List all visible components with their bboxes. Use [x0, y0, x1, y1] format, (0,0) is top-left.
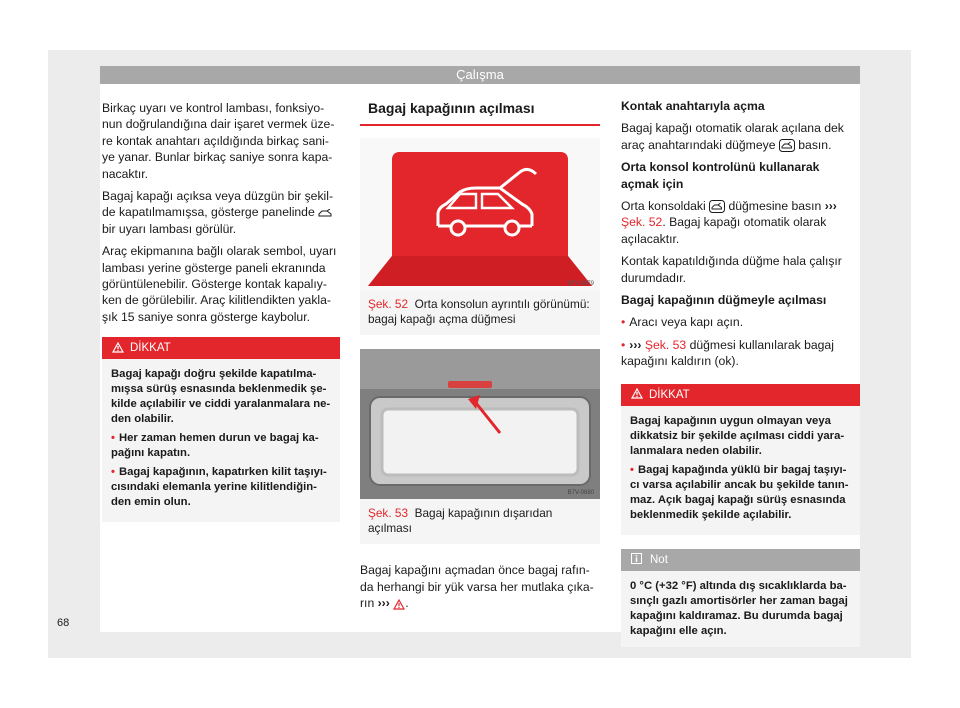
warning-body — [621, 406, 860, 535]
figure-53 — [360, 349, 600, 544]
paragraph-ignition-off: Kontak kapatıldığında düğme hala çalışır durumdadır. — [621, 254, 842, 285]
info-icon — [631, 553, 642, 564]
warning-bullet: • Bagaj kapağında yüklü bir bagaj taşıyı-cı varsa açılabilir ancak bu şekilde tanın-maz. Açık bagaj kapağı sürüş esnasında beklenmedik şekilde açılabilir. — [630, 463, 849, 521]
car-trunk-open-icon — [318, 209, 332, 218]
section-header: Çalışma — [100, 66, 860, 84]
column-middle — [360, 98, 600, 618]
reference-arrow[interactable]: ››› — [824, 199, 837, 214]
note-header: Not — [621, 549, 860, 571]
figure-caption: Şek. 53 Bagaj kapağının dışarıdan açılması — [368, 506, 553, 536]
warning-triangle-icon[interactable] — [393, 599, 405, 610]
warning-triangle-icon — [631, 388, 643, 399]
list-item: • Aracı veya kapı açın. — [621, 315, 744, 330]
figure-code: B7V-0679 — [567, 281, 594, 288]
heading-key-opening: Kontak anahtarıyla açma — [621, 99, 765, 113]
note-box — [621, 549, 860, 647]
column-right — [621, 98, 860, 647]
reference-arrow[interactable]: ››› — [377, 596, 390, 611]
warning-box-left — [102, 337, 340, 522]
section-title: Bagaj kapağının açılması — [360, 98, 600, 126]
figure-52 — [360, 138, 600, 335]
paragraph-trunk-open-lamp: Bagaj kapağı açıksa veya düzgün bir şekil-de kapatılmamışsa, gösterge panelinde bir uyarı lambası görülür. — [102, 189, 334, 236]
warning-bullet: • Her zaman hemen durun ve bagaj ka-pağını kapatın. — [111, 432, 319, 460]
heading-button-opening: Bagaj kapağının düğmeyle açılması — [621, 293, 827, 308]
figure-label: Şek. 52 — [368, 297, 409, 312]
trunk-exterior-image — [360, 349, 600, 499]
figure-reference[interactable]: Şek. 52 — [621, 215, 663, 230]
warning-bullet: • Bagaj kapağının, kapatırken kilit taşıyı-cısındaki elemanla yerine kilitlendiğin-den emin olun. — [111, 466, 327, 509]
warning-body — [102, 359, 340, 522]
paragraph-luggage-shelf: Bagaj kapağını açmadan önce bagaj rafın-da herhangi bir yük varsa her mutlaka çıka-rın ››› . — [360, 563, 594, 611]
figure-caption: Şek. 52 Orta konsolun ayrıntılı görünümü: bagaj kapağı açma düğmesi — [368, 297, 590, 327]
car-trunk-open-icon — [709, 200, 725, 213]
car-trunk-open-icon — [779, 139, 795, 152]
note-body: 0 °C (+32 °F) altında dış sıcaklıklarda ba-sınçlı gazlı amortisörler her zaman bagaj kapağını kaldıramaz. Bu durumda bagaj kapağını elle açın. — [630, 579, 848, 637]
warning-intro: Bagaj kapağı doğru şekilde kapatılma-mışsa sürüş esnasında beklenmedik şe-kilde açılabilir ve ciddi yaralanmalara ne-den olabilir. — [111, 368, 331, 426]
page-number: 68 — [57, 617, 70, 629]
reference-arrow[interactable]: ››› — [629, 337, 642, 352]
paragraph-console-opening: Orta konsoldaki düğmesine basın ››› Şek. 52. Bagaj kapağı otomatik olarak açılacaktır. — [621, 199, 837, 246]
list-item: • ››› Şek. 53 düğmesi kullanılarak bagaj kapağını kaldırın (ok). — [621, 337, 834, 369]
figure-label: Şek. 53 — [368, 506, 409, 521]
column-left — [102, 100, 340, 522]
figure-reference[interactable]: Şek. 53 — [644, 337, 687, 352]
figure-code: B7V-0680 — [567, 490, 594, 497]
warning-intro: Bagaj kapağının uygun olmayan veya dikkatsiz bir şekilde açılması ciddi yara-lanmalara neden olabilir. — [630, 414, 845, 457]
warning-header: DİKKAT — [102, 337, 340, 359]
warning-header: DİKKAT — [621, 384, 860, 406]
trunk-button-image — [360, 138, 600, 290]
paragraph-key-opening: Bagaj kapağı otomatik olarak açılana dek araç anahtarındaki düğmeye basın. — [621, 121, 844, 152]
heading-console-opening: Orta konsol kontrolünü kullanarak açmak için — [621, 160, 820, 191]
paragraph-warning-lamps: Birkaç uyarı ve kontrol lambası, fonksiyo-nun doğrulandığına dair işaret vermek üze-re kontak anahtarı açıldığında birkaç sani-ye yanar. Bunlar birkaç saniye sonra kapa-nacaktır. — [102, 101, 335, 181]
warning-triangle-icon — [112, 342, 124, 353]
warning-box-right — [621, 384, 860, 535]
paragraph-display-symbol: Araç ekipmanına bağlı olarak sembol, uyarı lambası yerine gösterge paneli ekranında görüntülenebilir. Gösterge kontak kapalıy-ken de görülebilir. Araç kilitlendikten yakla-şık 15 saniye sonra gösterge kaybolur. — [102, 244, 337, 324]
